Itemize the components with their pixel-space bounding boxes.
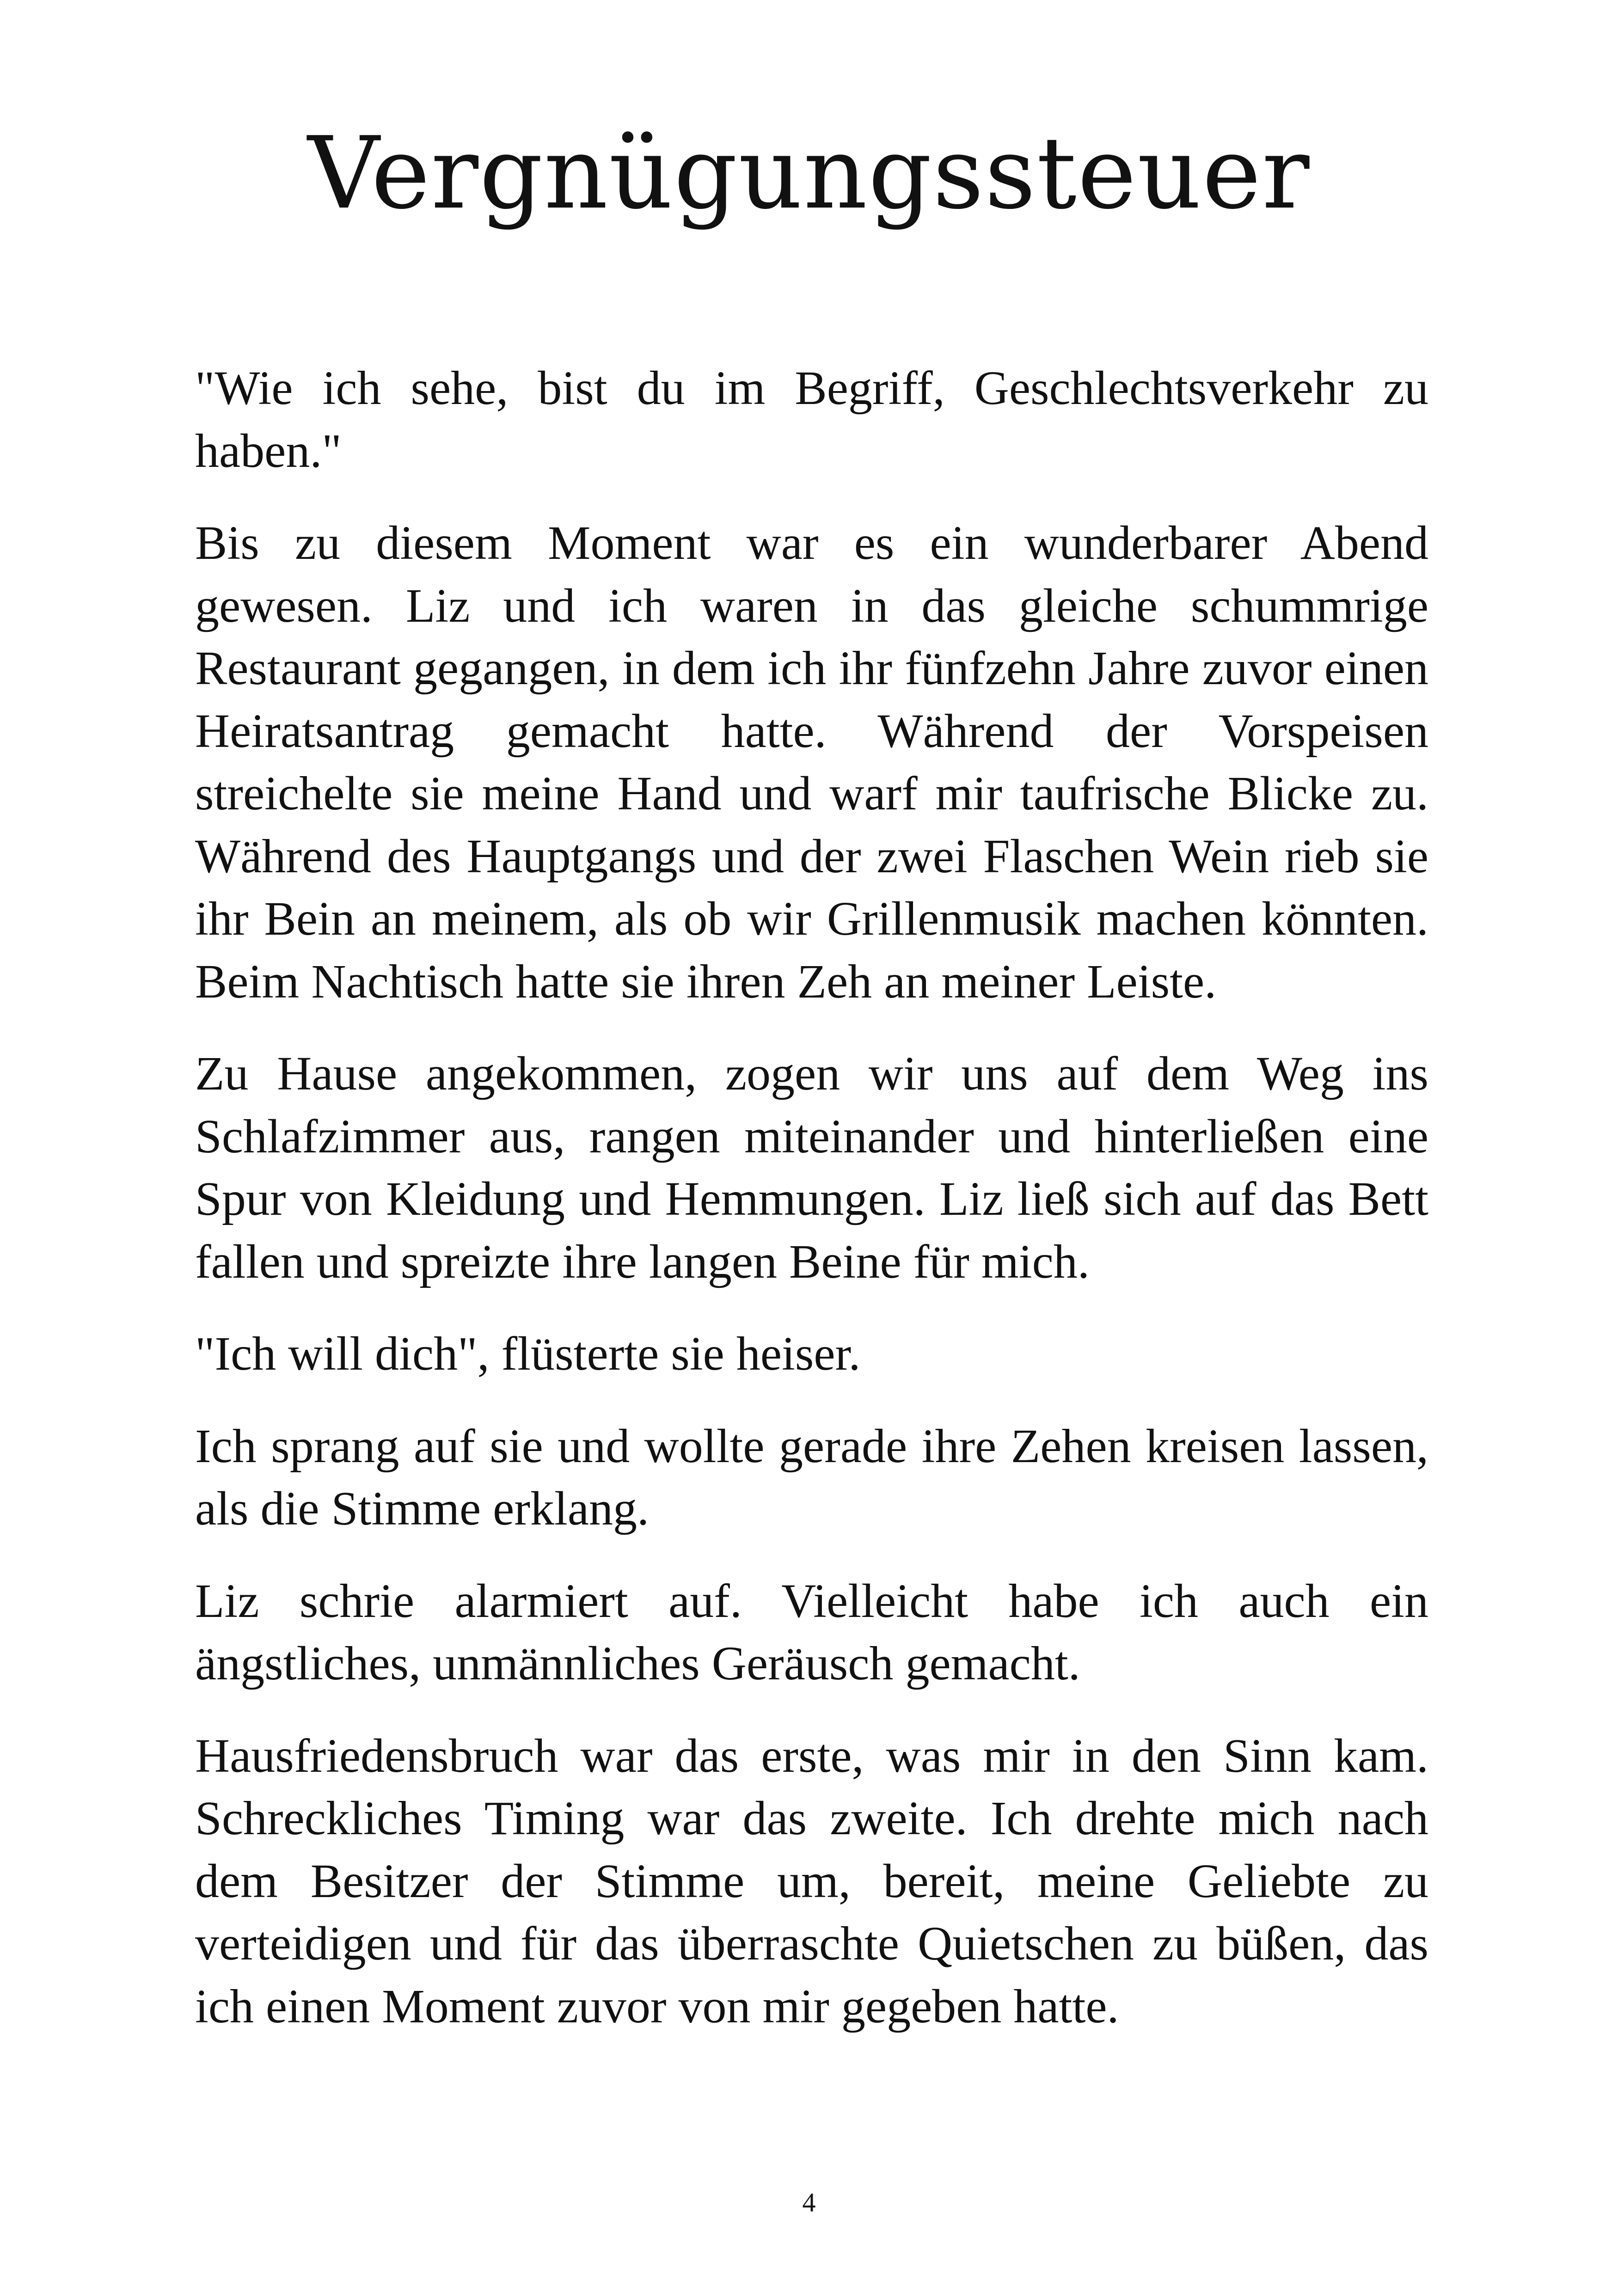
- body-text: [195, 357, 1428, 2067]
- paragraph: Ich sprang auf sie und wollte gerade ihre Zehen kreisen lassen, als die Stimme erklang.: [195, 1419, 1428, 1535]
- paragraph: "Wie ich sehe, bist du im Begriff, Geschlechtsverkehr zu haben.": [195, 361, 1428, 478]
- paragraph: Bis zu diesem Moment war es ein wunderbarer Abend gewesen. Liz und ich waren in das gleiche schummrige Restaurant gegangen, in dem ich ihr fünfzehn Jahre zuvor einen Heiratsantrag gemacht hatte. Während der Vorspeisen streichelte sie meine Hand und warf mir taufrische Blicke zu. Während des Hauptgangs und der zwei Flaschen Wein rieb sie ihr Bein an meinem, als ob wir Grillenmusik machen könnten. Beim Nachtisch hatte sie ihren Zeh an meiner Leiste.: [195, 516, 1428, 1008]
- page-number: 4: [802, 2187, 816, 2217]
- paragraph: Hausfriedensbruch war das erste, was mir in den Sinn kam. Schreckliches Timing war das zweite. Ich drehte mich nach dem Besitzer der Stimme um, bereit, meine Geliebte zu verteidigen und für das überraschte Quietschen zu büßen, das ich einen Moment zuvor von mir gegeben hatte.: [195, 1729, 1428, 2033]
- paragraph: Liz schrie alarmiert auf. Vielleicht habe ich auch ein ängstliches, unmännliches Geräusch gemacht.: [195, 1574, 1428, 1690]
- paragraph: "Ich will dich", flüsterte sie heiser.: [195, 1327, 861, 1380]
- paragraph: Zu Hause angekommen, zogen wir uns auf dem Weg ins Schlafzimmer aus, rangen miteinander und hinterließen eine Spur von Kleidung und Hemmungen. Liz ließ sich auf das Bett fallen und spreizte ihre langen Beine für mich.: [195, 1047, 1428, 1288]
- chapter-title: Vergnügungssteuer: [307, 115, 1311, 231]
